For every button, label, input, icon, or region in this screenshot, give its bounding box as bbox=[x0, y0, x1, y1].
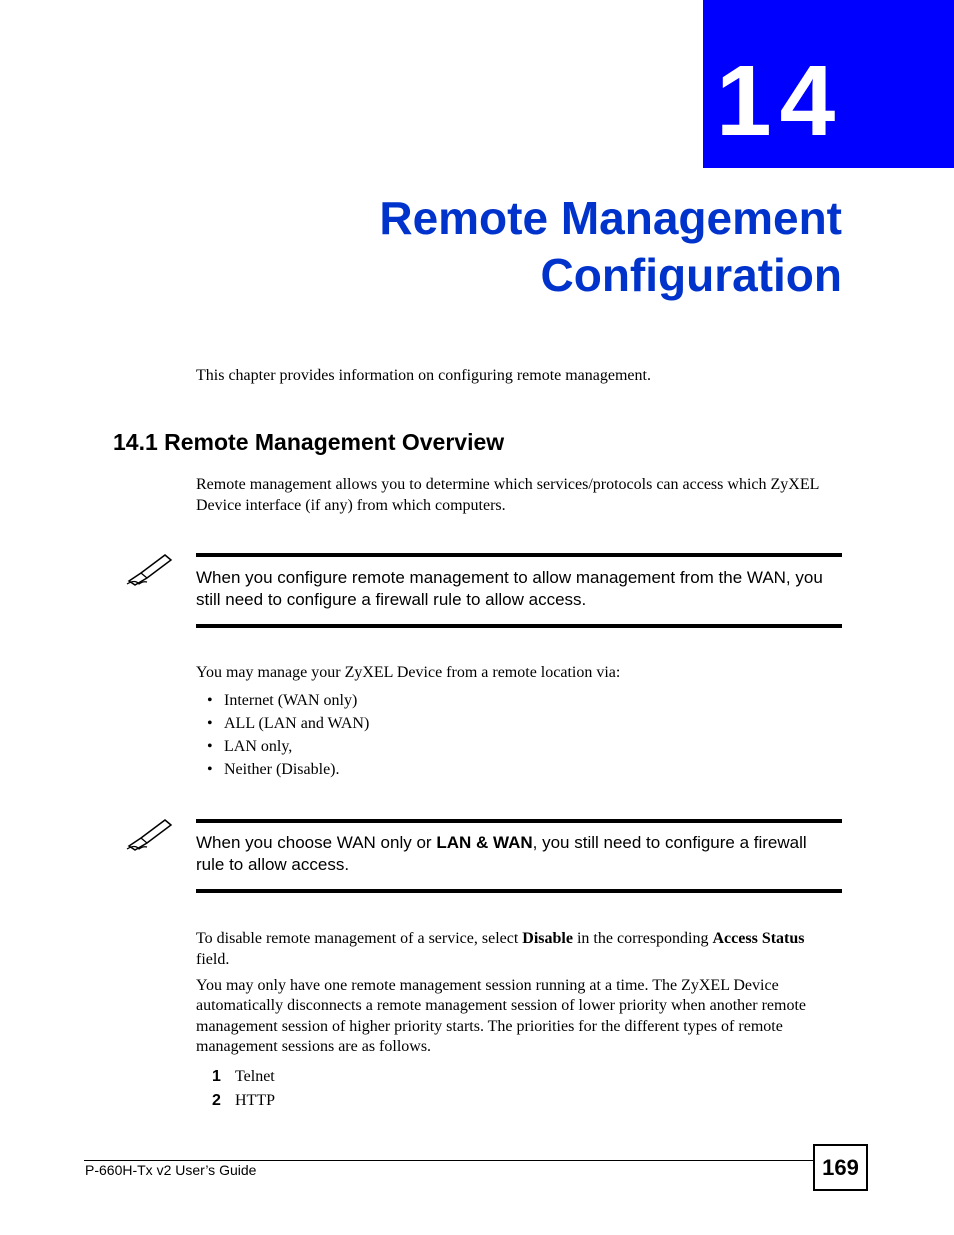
list-item-label: Telnet bbox=[235, 1068, 275, 1085]
note-text-bold: LAN & WAN bbox=[436, 833, 533, 852]
note-text-part: , you still need to configure a firewall rule to allow access. bbox=[196, 833, 807, 874]
section-heading: 14.1 Remote Management Overview bbox=[113, 429, 505, 455]
list-item-label: ALL (LAN and WAN) bbox=[224, 715, 370, 732]
note-pen-icon bbox=[125, 816, 175, 852]
list-item-label: Internet (WAN only) bbox=[224, 692, 358, 709]
priority-list bbox=[212, 1065, 275, 1113]
chapter-title-line2: Configuration bbox=[540, 249, 842, 301]
chapter-title bbox=[142, 190, 842, 304]
note-rule-bottom bbox=[196, 889, 842, 893]
overview-paragraph: Remote management allows you to determine which services/protocols can access which ZyXEL Device interface (if any) from which computers. bbox=[196, 476, 819, 514]
list-item-label: Neither (Disable). bbox=[224, 761, 340, 778]
note-rule-top bbox=[196, 553, 842, 557]
list-item: • LAN only, bbox=[207, 738, 293, 755]
list-item-number: 1 bbox=[212, 1068, 221, 1085]
note-text bbox=[196, 832, 836, 876]
note-text: When you configure remote management to allow management from the WAN, you still need to configure a firewall rule to allow access. bbox=[196, 568, 823, 609]
list-item: • Neither (Disable). bbox=[207, 761, 340, 778]
chapter-number: 14 bbox=[716, 45, 844, 157]
footer-guide-title: P-660H-Tx v2 User’s Guide bbox=[85, 1162, 257, 1178]
note-text-part: When you choose WAN only or bbox=[196, 833, 437, 852]
list-item-label: HTTP bbox=[235, 1092, 275, 1109]
list-item-number: 2 bbox=[212, 1092, 221, 1109]
list-item-label: LAN only, bbox=[224, 738, 293, 755]
page-number: 169 bbox=[813, 1144, 868, 1191]
text-bold: Disable bbox=[522, 930, 573, 947]
location-paragraph: You may manage your ZyXEL Device from a remote location via: bbox=[196, 664, 621, 681]
chapter-title-line1: Remote Management bbox=[379, 192, 842, 244]
text-part: field. bbox=[196, 951, 230, 968]
text-bold: Access Status bbox=[712, 930, 805, 947]
list-item bbox=[212, 1089, 275, 1113]
footer-rule bbox=[84, 1160, 814, 1161]
location-list bbox=[207, 689, 369, 781]
disable-paragraph bbox=[196, 928, 832, 970]
list-item: • ALL (LAN and WAN) bbox=[207, 715, 370, 732]
text-part: To disable remote management of a service, select bbox=[196, 930, 523, 947]
note-rule-bottom bbox=[196, 624, 842, 628]
text-part: in the corresponding bbox=[572, 930, 713, 947]
note-pen-icon bbox=[125, 551, 175, 587]
note-rule-top bbox=[196, 819, 842, 823]
priority-paragraph: You may only have one remote management session running at a time. The ZyXEL Device automatically disconnects a remote management session of lower priority when another remote management session of higher priority starts. The priorities for the different types of remote management sessions are as follows. bbox=[196, 977, 807, 1055]
list-item: • Internet (WAN only) bbox=[207, 692, 358, 709]
intro-text: This chapter provides information on configuring remote management. bbox=[196, 367, 651, 384]
list-item bbox=[212, 1065, 275, 1089]
